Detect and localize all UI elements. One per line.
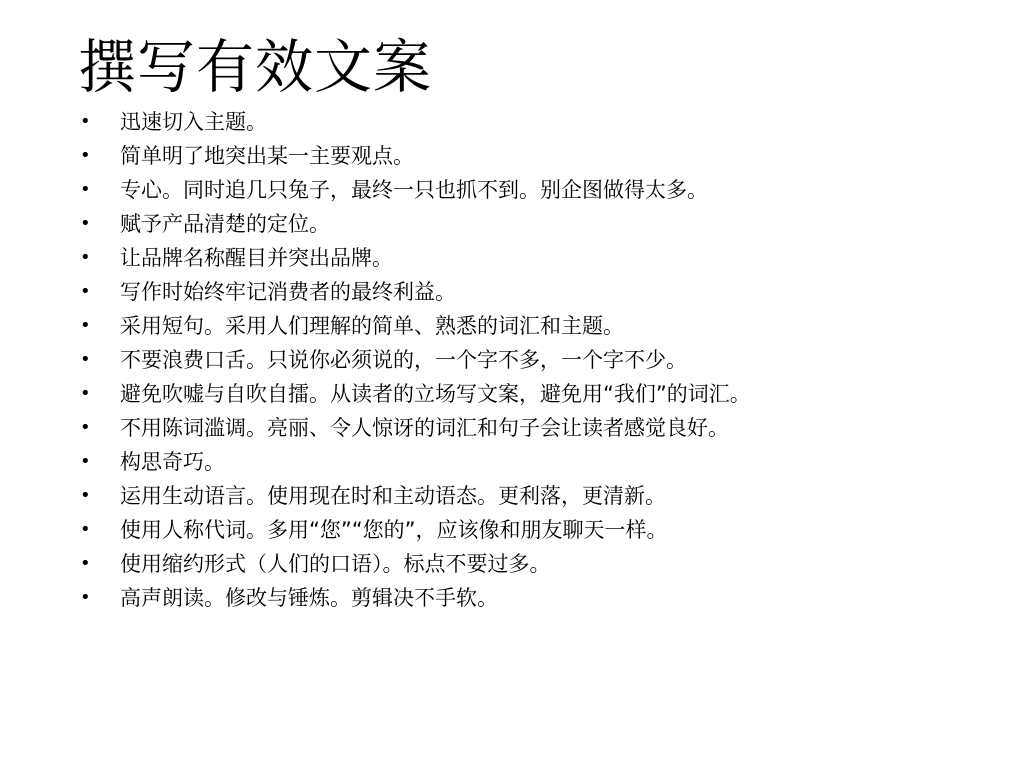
list-item xyxy=(78,240,1008,274)
list-item xyxy=(78,444,1008,478)
bullet-icon: • xyxy=(80,586,91,608)
list-item xyxy=(78,512,1008,546)
list-item xyxy=(78,308,1008,342)
list-item-text: 让品牌名称醒目并突出品牌。 xyxy=(120,246,393,270)
bullet-icon: • xyxy=(80,144,91,166)
list-item xyxy=(78,376,1008,410)
bullet-icon: • xyxy=(80,280,91,302)
list-item xyxy=(78,172,1008,206)
bullet-icon: • xyxy=(80,450,91,472)
list-item-text: 构思奇巧。 xyxy=(120,450,225,474)
list-item-text: 使用缩约形式（人们的口语）。标点不要过多。 xyxy=(120,552,551,576)
bullet-icon: • xyxy=(80,348,91,370)
list-item xyxy=(78,206,1008,240)
list-item xyxy=(78,274,1008,308)
list-item-text: 不用陈词滥调。亮丽、令人惊讶的词汇和句子会让读者感觉良好。 xyxy=(120,416,729,440)
bullet-icon: • xyxy=(80,416,91,438)
list-item-text: 不要浪费口舌。只说你必须说的，一个字不多，一个字不少。 xyxy=(120,348,687,372)
list-item-text: 迅速切入主题。 xyxy=(120,110,267,134)
list-item xyxy=(78,104,1008,138)
bullet-icon: • xyxy=(80,518,91,540)
list-item-text: 运用生动语言。使用现在时和主动语态。更利落，更清新。 xyxy=(120,484,666,508)
list-item xyxy=(78,410,1008,444)
list-item xyxy=(78,138,1008,172)
bullet-icon: • xyxy=(80,110,91,132)
list-item-text: 写作时始终牢记消费者的最终利益。 xyxy=(120,280,456,304)
list-item-text: 避免吹嘘与自吹自擂。从读者的立场写文案，避免用“我们”的词汇。 xyxy=(120,382,751,406)
list-item xyxy=(78,478,1008,512)
bullet-icon: • xyxy=(80,484,91,506)
list-item-text: 采用短句。采用人们理解的简单、熟悉的词汇和主题。 xyxy=(120,314,624,338)
bullet-icon: • xyxy=(80,552,91,574)
slide-title: 撰写有效文案 xyxy=(78,33,433,101)
bullet-list xyxy=(78,104,1008,614)
list-item xyxy=(78,342,1008,376)
bullet-icon: • xyxy=(80,246,91,268)
list-item xyxy=(78,546,1008,580)
list-item-text: 简单明了地突出某一主要观点。 xyxy=(120,144,414,168)
list-item-text: 使用人称代词。多用“您”“您的”，应该像和朋友聊天一样。 xyxy=(120,518,668,542)
bullet-icon: • xyxy=(80,212,91,234)
bullet-icon: • xyxy=(80,178,91,200)
list-item xyxy=(78,580,1008,614)
bullet-icon: • xyxy=(80,314,91,336)
list-item-text: 赋予产品清楚的定位。 xyxy=(120,212,330,236)
bullet-icon: • xyxy=(80,382,91,404)
list-item-text: 高声朗读。修改与锤炼。剪辑决不手软。 xyxy=(120,586,498,610)
list-item-text: 专心。同时追几只兔子，最终一只也抓不到。别企图做得太多。 xyxy=(120,178,708,202)
